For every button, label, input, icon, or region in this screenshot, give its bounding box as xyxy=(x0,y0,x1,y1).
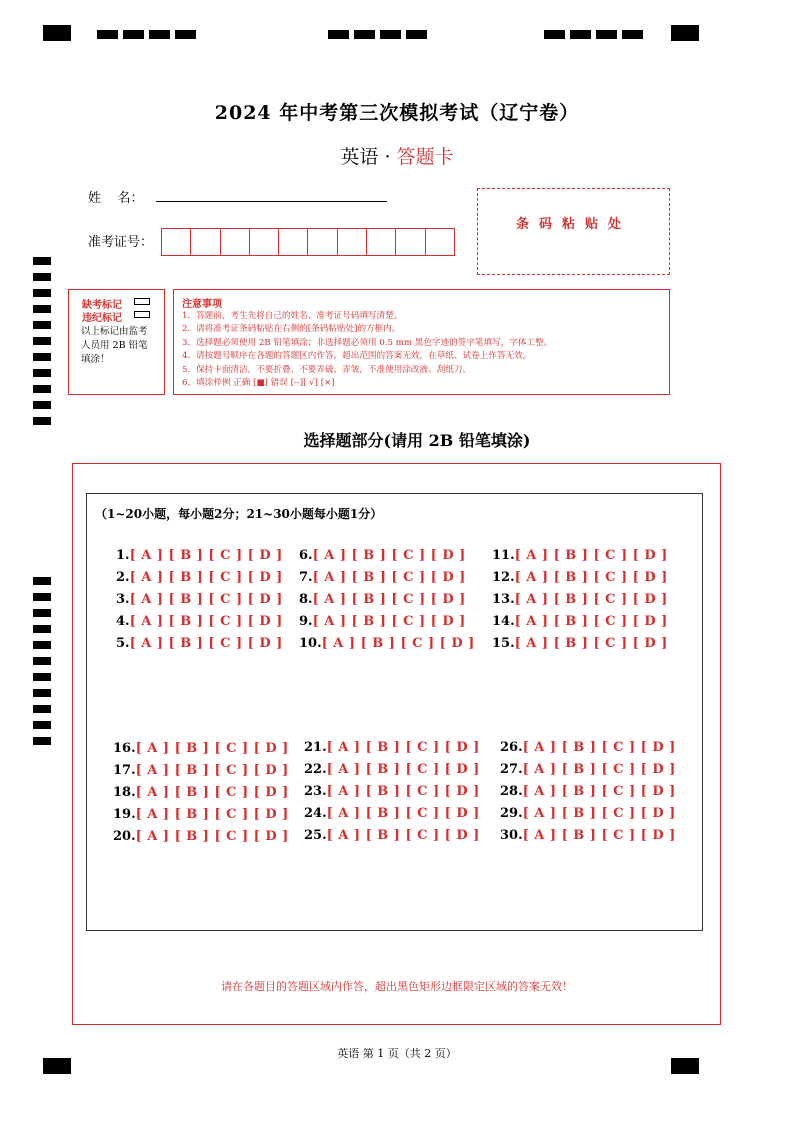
subtitle-dot: · xyxy=(384,146,391,168)
id-label: 准考证号： xyxy=(88,235,154,250)
mark-note-line-1: 以上标记由监考 xyxy=(81,326,148,337)
scoring-instruction: （1~20小题，每小题2分；21~30小题每小题1分） xyxy=(95,507,383,521)
question-row[interactable]: 7.[ A ] [ B ] [ C ] [ D ] xyxy=(299,570,466,585)
question-row[interactable]: 27.[ A ] [ B ] [ C ] [ D ] xyxy=(500,762,676,777)
corner-mark-top-left xyxy=(43,25,71,41)
question-row[interactable]: 2.[ A ] [ B ] [ C ] [ D ] xyxy=(116,570,283,585)
page-footer: 英语 第 1 页（共 2 页） xyxy=(337,1047,457,1060)
notice-item: 6．填涂样例 正确 [■] 错误 [--][ √] [×] xyxy=(182,378,335,389)
mark-note-line-2: 人员用 2B 铅笔 xyxy=(81,340,148,351)
question-row[interactable]: 29.[ A ] [ B ] [ C ] [ D ] xyxy=(500,806,676,821)
notice-item: 3．选择题必须使用 2B 铅笔填涂；非选择题必须用 0.5 mm 黑色字迹的签字笔填写，字体工整。 xyxy=(182,337,553,348)
question-row[interactable]: 28.[ A ] [ B ] [ C ] [ D ] xyxy=(500,784,676,799)
corner-mark-top-right xyxy=(671,25,699,41)
question-row[interactable]: 6.[ A ] [ B ] [ C ] [ D ] xyxy=(299,548,466,563)
name-label: 姓 名： xyxy=(88,191,144,206)
notice-item: 4．请按题号顺序在各题的答题区内作答，超出范围的答案无效，在草纸、试卷上作答无效。 xyxy=(182,351,532,362)
id-number-boxes[interactable] xyxy=(161,228,455,256)
question-row[interactable]: 25.[ A ] [ B ] [ C ] [ D ] xyxy=(304,828,480,843)
question-row[interactable]: 30.[ A ] [ B ] [ C ] [ D ] xyxy=(500,828,676,843)
question-row[interactable]: 18.[ A ] [ B ] [ C ] [ D ] xyxy=(113,785,289,800)
question-row[interactable]: 4.[ A ] [ B ] [ C ] [ D ] xyxy=(116,614,283,629)
answer-card-label: 答题卡 xyxy=(396,146,454,168)
question-row[interactable]: 22.[ A ] [ B ] [ C ] [ D ] xyxy=(304,762,480,777)
question-row[interactable]: 23.[ A ] [ B ] [ C ] [ D ] xyxy=(304,784,480,799)
question-row[interactable]: 13.[ A ] [ B ] [ C ] [ D ] xyxy=(492,592,668,607)
question-row[interactable]: 17.[ A ] [ B ] [ C ] [ D ] xyxy=(113,763,289,778)
absent-checkbox[interactable] xyxy=(134,298,150,305)
absent-label: 缺考标记 xyxy=(82,300,122,311)
page-subtitle xyxy=(0,142,794,169)
violation-label: 违纪标记 xyxy=(82,313,122,324)
question-row[interactable]: 21.[ A ] [ B ] [ C ] [ D ] xyxy=(304,740,480,755)
question-row[interactable]: 1.[ A ] [ B ] [ C ] [ D ] xyxy=(116,548,283,563)
notice-item: 1．答题前，考生先将自己的姓名、准考证号码填写清楚。 xyxy=(182,311,403,321)
question-row[interactable]: 14.[ A ] [ B ] [ C ] [ D ] xyxy=(492,614,668,629)
question-row[interactable]: 3.[ A ] [ B ] [ C ] [ D ] xyxy=(116,592,283,607)
barcode-area xyxy=(477,188,670,275)
mark-note-line-3: 填涂！ xyxy=(81,354,110,365)
barcode-label: 条码粘贴处 xyxy=(515,217,631,232)
question-row[interactable]: 5.[ A ] [ B ] [ C ] [ D ] xyxy=(116,636,283,651)
question-row[interactable]: 15.[ A ] [ B ] [ C ] [ D ] xyxy=(492,636,668,651)
subject-label: 英语 xyxy=(340,146,379,168)
boundary-warning: 请在各题目的答题区域内作答，超出黑色矩形边框限定区域的答案无效！ xyxy=(221,980,573,993)
question-row[interactable]: 11.[ A ] [ B ] [ C ] [ D ] xyxy=(492,548,668,563)
question-row[interactable]: 24.[ A ] [ B ] [ C ] [ D ] xyxy=(304,806,480,821)
absence-mark-box xyxy=(68,289,165,395)
question-row[interactable]: 12.[ A ] [ B ] [ C ] [ D ] xyxy=(492,570,668,585)
name-field[interactable] xyxy=(156,201,387,202)
section-title: 选择题部分(请用 2B 铅笔填涂) xyxy=(303,431,531,450)
question-row[interactable]: 20.[ A ] [ B ] [ C ] [ D ] xyxy=(113,829,289,844)
page-title: 2024 年中考第三次模拟考试（辽宁卷） xyxy=(214,102,580,124)
notice-item: 5．保持卡面清洁，不要折叠、不要弄破、弄皱，不准使用涂改液、刮纸刀。 xyxy=(182,364,472,375)
question-row[interactable]: 9.[ A ] [ B ] [ C ] [ D ] xyxy=(299,614,466,629)
notice-box xyxy=(173,289,670,395)
question-row[interactable]: 10.[ A ] [ B ] [ C ] [ D ] xyxy=(299,636,475,651)
notice-item: 2．请将准考证条码粘贴在右侧的[条码粘贴处]的方框内。 xyxy=(182,324,401,335)
notice-heading: 注意事项 xyxy=(182,299,222,310)
violation-checkbox[interactable] xyxy=(134,311,150,318)
question-row[interactable]: 8.[ A ] [ B ] [ C ] [ D ] xyxy=(299,592,466,607)
question-row[interactable]: 26.[ A ] [ B ] [ C ] [ D ] xyxy=(500,740,676,755)
question-row[interactable]: 16.[ A ] [ B ] [ C ] [ D ] xyxy=(113,741,289,756)
question-row[interactable]: 19.[ A ] [ B ] [ C ] [ D ] xyxy=(113,807,289,822)
